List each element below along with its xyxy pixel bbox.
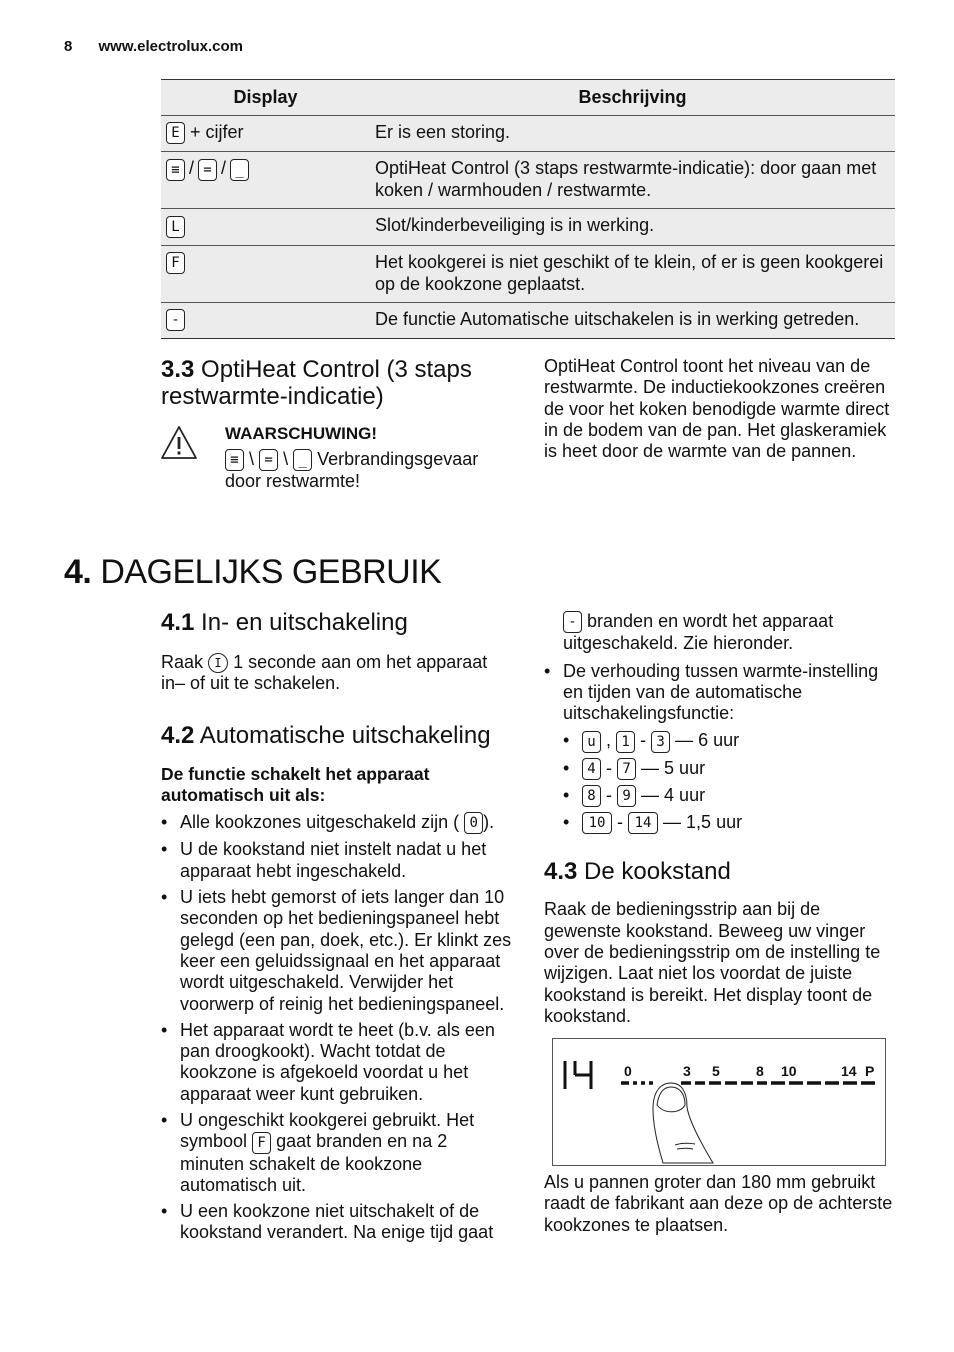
chapter-title bbox=[64, 553, 441, 592]
section-number: 4.1 bbox=[161, 609, 195, 636]
duration: — 4 uur bbox=[641, 784, 706, 805]
level-display-icon: 1 bbox=[616, 731, 635, 753]
separator: \ bbox=[249, 449, 255, 469]
power-level-display bbox=[565, 1061, 591, 1089]
scale-label: 3 bbox=[683, 1063, 691, 1079]
display-cell bbox=[161, 302, 370, 338]
table-row bbox=[161, 152, 895, 209]
level-display-icon: 10 bbox=[582, 812, 612, 834]
auto-off-conditions-list bbox=[161, 812, 516, 1244]
text: ). bbox=[483, 812, 495, 833]
section-3-3-heading bbox=[161, 356, 521, 410]
section-title: Automatische uitschakeling bbox=[199, 721, 491, 749]
auto-off-display-icon: - bbox=[563, 611, 582, 633]
description-cell: OptiHeat Control (3 staps restwarmte-indicatie): door gaan met koken / warmhouden / restwarmte. bbox=[370, 152, 895, 209]
scale-label: P bbox=[865, 1063, 875, 1079]
timing-item bbox=[563, 812, 896, 834]
column-header-description: Beschrijving bbox=[370, 80, 895, 116]
duration: — 5 uur bbox=[641, 757, 706, 778]
separator: , bbox=[606, 730, 612, 751]
chapter-number: 4. bbox=[64, 553, 92, 591]
level-display-icon: 4 bbox=[582, 758, 601, 780]
residual-heat-high-icon: ≡ bbox=[166, 159, 185, 181]
scale-label: 10 bbox=[781, 1063, 797, 1079]
finger-icon bbox=[653, 1083, 713, 1163]
duration: — 1,5 uur bbox=[663, 812, 743, 833]
zero-display-icon: 0 bbox=[464, 812, 483, 834]
section-3-3-body: OptiHeat Control toont het niveau van de restwarmte. De inductiekookzones creëren de voor het koken benodigde warmte direct in de bodem van de pan. Het glaskeramiek is heet door de warmte van de pannen. bbox=[544, 356, 890, 462]
scale-label: 14 bbox=[841, 1063, 857, 1079]
control-strip-figure bbox=[552, 1038, 886, 1166]
separator: / bbox=[189, 158, 195, 179]
cookware-error-icon: F bbox=[252, 1132, 271, 1154]
section-4-2-heading bbox=[161, 722, 516, 749]
cookware-error-icon: F bbox=[166, 252, 185, 274]
column-header-display: Display bbox=[161, 80, 370, 116]
chapter-name: DAGELIJKS GEBRUIK bbox=[100, 553, 442, 591]
section-title: De kookstand bbox=[584, 858, 731, 886]
section-4-3-body: Raak de bedieningsstrip aan bij de gewenste kookstand. Beweeg uw vinger over de bedieningsstrip om de instelling te wijzigen. Laat niet los voordat de juiste kookstand is bereikt. Het display toont de kookstand. bbox=[544, 899, 881, 1026]
timing-list bbox=[563, 730, 896, 834]
warning-text bbox=[225, 449, 515, 493]
control-strip-illustration bbox=[553, 1039, 885, 1165]
scale-label: 5 bbox=[712, 1063, 720, 1079]
text: Alle kookzones uitgeschakeld zijn ( bbox=[180, 812, 460, 833]
text: branden en wordt het apparaat uitgeschakeld. Zie hieronder. bbox=[563, 611, 834, 654]
list-item bbox=[161, 1110, 516, 1196]
warning-title: WAARSCHUWING! bbox=[225, 424, 378, 443]
list-item: • U iets hebt gemorst of iets langer dan 10 seconden op het bedieningspaneel hebt gelegd (een pan, doek, etc.). Er klinkt zes keer een geluidssignaal en het apparaat wordt uitgeschakeld. Verwijder het voorwerp of reinig het bedieningspaneel. bbox=[161, 887, 516, 1015]
display-cell bbox=[161, 152, 370, 209]
auto-off-display-icon: - bbox=[166, 309, 185, 331]
warning-text-1: Verbrandingsgevaar bbox=[317, 449, 479, 469]
warning-icon bbox=[160, 424, 198, 467]
list-item: • De verhouding tussen warmte-instelling en tijden van de automatische uitschakelingsfunctie: bbox=[544, 661, 896, 725]
residual-heat-low-icon: _ bbox=[293, 449, 312, 471]
duration: — 6 uur bbox=[675, 730, 740, 751]
residual-heat-low-icon: _ bbox=[230, 159, 249, 181]
error-display-icon: E bbox=[166, 122, 185, 144]
timing-item bbox=[563, 730, 896, 752]
right-column bbox=[544, 611, 896, 1027]
separator: - bbox=[640, 730, 647, 751]
section-4-1-heading bbox=[161, 609, 516, 636]
left-column bbox=[161, 609, 516, 1249]
level-display-icon: 14 bbox=[628, 812, 658, 834]
residual-heat-mid-icon: = bbox=[198, 159, 217, 181]
description-cell: De functie Automatische uitschakelen is in werking getreden. bbox=[370, 302, 895, 338]
table-row bbox=[161, 209, 895, 245]
display-table bbox=[161, 79, 895, 339]
table-header-row bbox=[161, 80, 895, 116]
list-item: • U de kookstand niet instelt nadat u het apparaat hebt ingeschakeld. bbox=[161, 839, 516, 882]
table-row bbox=[161, 302, 895, 338]
level-display-icon: 3 bbox=[651, 731, 670, 753]
table-row bbox=[161, 245, 895, 302]
separator: \ bbox=[283, 449, 289, 469]
residual-heat-high-icon: ≡ bbox=[225, 449, 244, 471]
separator: - bbox=[606, 757, 613, 778]
residual-heat-mid-icon: = bbox=[259, 449, 278, 471]
separator: - bbox=[617, 812, 624, 833]
display-cell bbox=[161, 209, 370, 245]
list-item: • Het apparaat wordt te heet (b.v. als een pan droogkookt). Wacht totdat de kookzone is afgekoeld voordat u het apparaat weer kunt gebruiken. bbox=[161, 1020, 516, 1105]
scale-label: 0 bbox=[624, 1063, 632, 1079]
section-4-3-heading bbox=[544, 858, 896, 885]
display-cell bbox=[161, 116, 370, 152]
display-cell bbox=[161, 245, 370, 302]
section-4-2-intro: De functie schakelt het apparaat automatisch uit als: bbox=[161, 763, 430, 805]
continuation-text bbox=[544, 611, 896, 655]
text: U ongeschikt kookgerei gebruikt. Het symbool bbox=[180, 1110, 475, 1152]
section-4-1-body bbox=[161, 652, 516, 695]
warning-text-2: door restwarmte! bbox=[225, 471, 361, 492]
description-cell: Slot/kinderbeveiliging is in werking. bbox=[370, 209, 895, 245]
ratio-list bbox=[544, 661, 896, 725]
description-cell: Er is een storing. bbox=[370, 116, 895, 152]
lock-display-icon: L bbox=[166, 216, 185, 238]
timing-item bbox=[563, 758, 896, 780]
level-display-icon: 8 bbox=[582, 785, 601, 807]
list-item: • U een kookzone niet uitschakelt of de kookstand verandert. Na enige tijd gaat bbox=[161, 1201, 516, 1244]
section-title: In- en uitschakeling bbox=[201, 609, 408, 636]
separator: - bbox=[606, 784, 613, 805]
website-link[interactable]: www.electrolux.com bbox=[98, 38, 244, 55]
text: Raak bbox=[161, 652, 204, 672]
level-display-icon: u bbox=[582, 731, 601, 753]
description-cell: Het kookgerei is niet geschikt of te klein, of er is geen kookgerei op de kookzone geplaatst. bbox=[370, 245, 895, 302]
display-suffix: + cijfer bbox=[190, 122, 244, 142]
power-key-icon: I bbox=[208, 653, 228, 673]
section-number: 4.3 bbox=[544, 858, 578, 886]
table-row bbox=[161, 116, 895, 152]
page-number: 8 bbox=[64, 38, 73, 55]
level-display-icon: 9 bbox=[617, 785, 636, 807]
level-display-icon: 7 bbox=[617, 758, 636, 780]
separator: / bbox=[221, 158, 227, 179]
text: gaat branden en na 2 minuten schakelt de kookzone automatisch uit. bbox=[180, 1131, 448, 1195]
page-header bbox=[64, 38, 243, 55]
text: 1 seconde aan om het apparaat in– of uit te schakelen. bbox=[161, 652, 488, 694]
timing-item bbox=[563, 785, 896, 807]
section-number: 4.2 bbox=[161, 721, 195, 749]
list-item bbox=[161, 812, 516, 834]
section-number: 3.3 bbox=[161, 356, 195, 383]
scale-label: 8 bbox=[756, 1063, 764, 1079]
section-title: OptiHeat Control (3 staps restwarmte-indicatie) bbox=[161, 356, 472, 410]
warning-block bbox=[225, 424, 515, 493]
section-4-3-note: Als u pannen groter dan 180 mm gebruikt raadt de fabrikant aan deze op de achterste kookzones te plaatsen. bbox=[544, 1172, 893, 1235]
